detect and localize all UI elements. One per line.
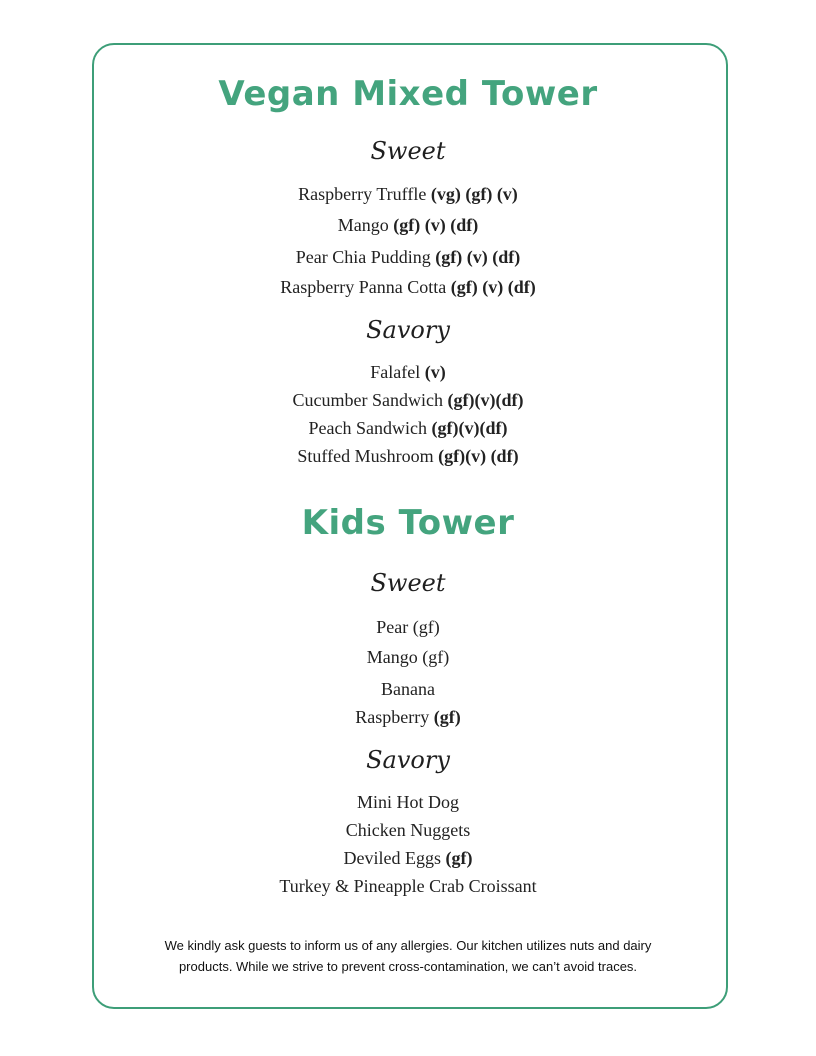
- kids-savory-heading: Savory: [366, 746, 450, 774]
- item-tags: (vg) (gf) (v): [430, 184, 518, 204]
- item-name: Raspberry Truffle: [298, 184, 427, 204]
- item-name: Turkey & Pineapple Crab Croissant: [279, 876, 537, 896]
- item-name: Raspberry Panna Cotta: [280, 277, 447, 297]
- item-tags: (gf)(v)(df): [447, 390, 524, 410]
- item-name: Cucumber Sandwich: [292, 390, 443, 410]
- menu-item: [0, 820, 816, 841]
- item-tags: (gf): [433, 707, 461, 727]
- menu-item: [0, 362, 816, 383]
- menu-item: [0, 707, 816, 728]
- item-name: Chicken Nuggets: [345, 820, 471, 840]
- menu-item: [0, 792, 816, 813]
- menu-item: [0, 277, 816, 298]
- item-tags: (gf) (v) (df): [393, 215, 479, 235]
- item-name: Peach Sandwich: [308, 418, 427, 438]
- menu-item: [0, 418, 816, 439]
- menu-item: [0, 679, 816, 700]
- item-tags: (gf)(v)(df): [431, 418, 508, 438]
- kids-sweet-heading: Sweet: [370, 569, 446, 597]
- item-tags: (gf) (v) (df): [435, 247, 521, 267]
- item-name: Raspberry: [355, 707, 430, 727]
- menu-item: [0, 390, 816, 411]
- item-name: Stuffed Mushroom: [297, 446, 434, 466]
- vegan-savory-heading: Savory: [366, 316, 450, 344]
- item-name: Banana: [381, 679, 435, 699]
- menu-item: [0, 247, 816, 268]
- item-name: Mango (gf): [366, 647, 450, 667]
- item-name: Falafel: [370, 362, 421, 382]
- menu-item: [0, 617, 816, 638]
- item-tags: (gf) (v) (df): [450, 277, 536, 297]
- menu-item: [0, 184, 816, 205]
- item-name: Deviled Eggs: [343, 848, 441, 868]
- item-tags: (gf): [445, 848, 473, 868]
- menu-item: [0, 446, 816, 467]
- menu-item: [0, 647, 816, 668]
- menu-item: [0, 215, 816, 236]
- menu-item: [0, 876, 816, 897]
- item-name: Pear Chia Pudding: [295, 247, 431, 267]
- kids-tower-title: Kids Tower: [301, 503, 515, 543]
- item-tags: (v): [424, 362, 446, 382]
- allergy-note-line: We kindly ask guests to inform us of any allergies. Our kitchen utilizes nuts and dairy: [164, 938, 652, 953]
- vegan-sweet-heading: Sweet: [370, 137, 446, 165]
- allergy-note-line: products. While we strive to prevent cross-contamination, we can’t avoid traces.: [178, 959, 638, 974]
- item-tags: (gf)(v) (df): [438, 446, 519, 466]
- item-name: Mini Hot Dog: [356, 792, 459, 812]
- item-name: Pear (gf): [376, 617, 440, 637]
- vegan-tower-title: Vegan Mixed Tower: [218, 74, 598, 114]
- menu-item: [0, 848, 816, 869]
- item-name: Mango: [337, 215, 389, 235]
- allergy-note: [100, 935, 716, 977]
